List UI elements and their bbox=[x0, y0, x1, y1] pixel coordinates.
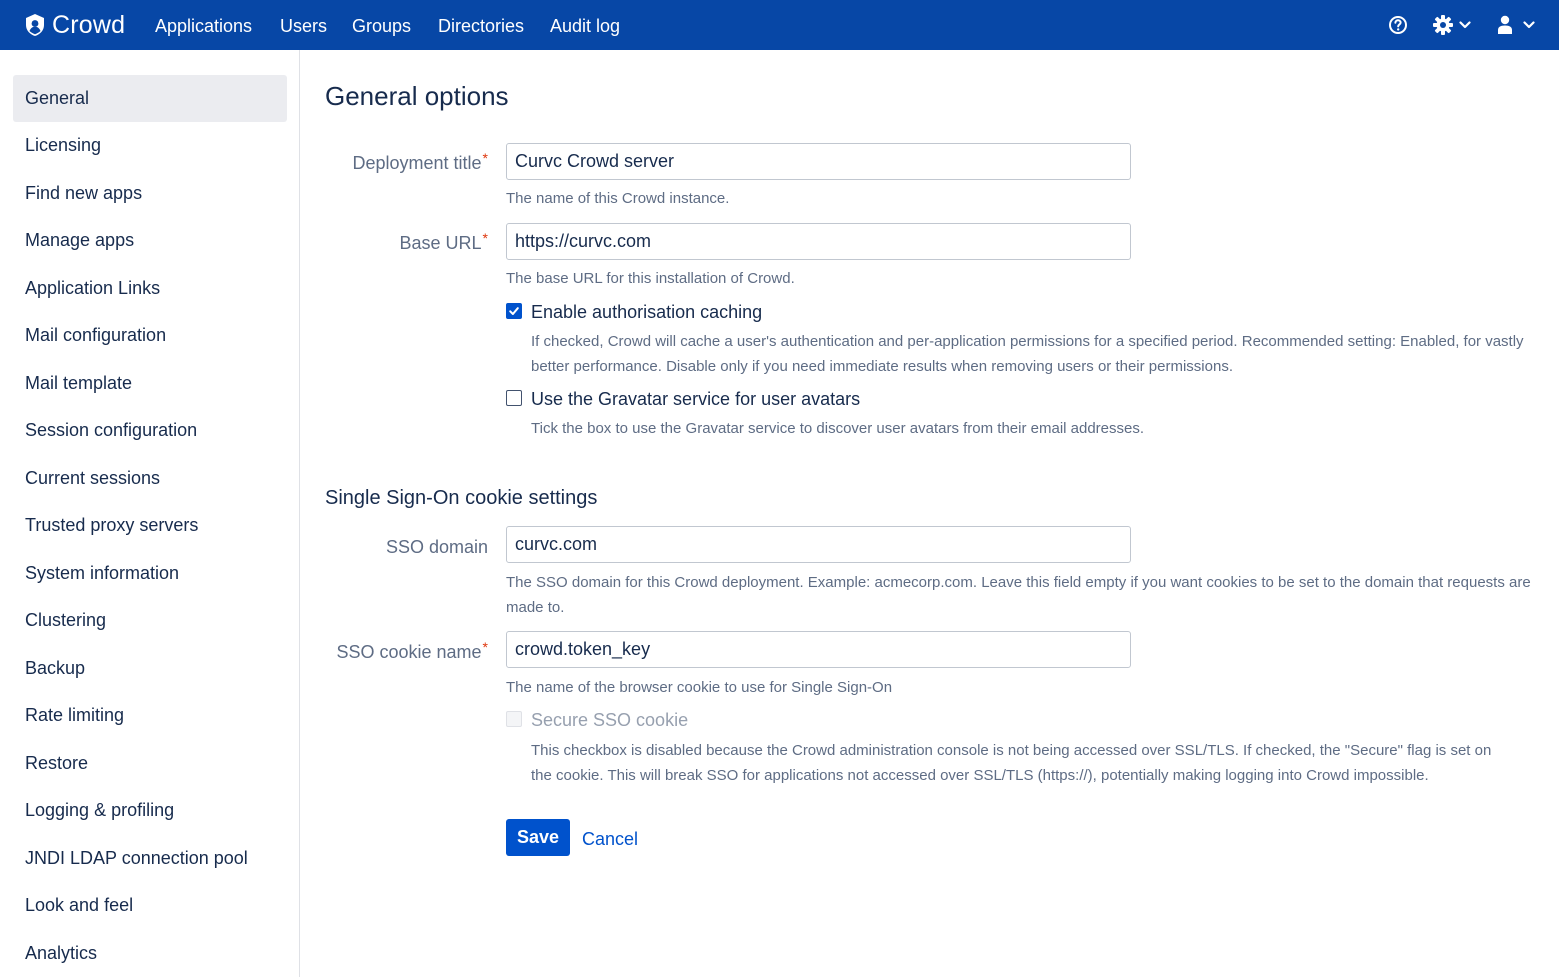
sidebar-item-backup[interactable]: Backup bbox=[25, 658, 86, 678]
sso-domain-help: The SSO domain for this Crowd deployment. Example: acmecorp.com. Leave this field empty if you want cookies to be set to the domain that requests are made to. bbox=[506, 574, 1531, 616]
gear-icon bbox=[1432, 14, 1454, 36]
sidebar-item-rate-limiting[interactable]: Rate limiting bbox=[25, 705, 125, 725]
sidebar-item-mail-template[interactable]: Mail template bbox=[25, 373, 133, 393]
help-button[interactable] bbox=[1388, 13, 1408, 37]
required-marker: * bbox=[482, 230, 488, 246]
deployment-title-help: The name of this Crowd instance. bbox=[506, 190, 730, 207]
sidebar-item-mail-configuration[interactable]: Mail configuration bbox=[25, 325, 167, 345]
sso-cookie-name-label: SSO cookie name* bbox=[336, 639, 488, 662]
sso-section-title: Single Sign-On cookie settings bbox=[325, 487, 598, 509]
sidebar-item-current-sessions[interactable]: Current sessions bbox=[25, 468, 161, 488]
base-url-label: Base URL* bbox=[399, 230, 488, 253]
help-icon bbox=[1388, 15, 1408, 35]
sidebar-item-find-new-apps[interactable]: Find new apps bbox=[25, 183, 143, 203]
base-url-input[interactable] bbox=[506, 223, 1131, 260]
sidebar-item-restore[interactable]: Restore bbox=[25, 753, 89, 773]
sidebar-item-look-and-feel[interactable]: Look and feel bbox=[25, 895, 134, 915]
sso-cookie-name-input[interactable] bbox=[506, 631, 1131, 668]
required-marker: * bbox=[482, 639, 488, 655]
deployment-title-input[interactable] bbox=[506, 143, 1131, 180]
main-content bbox=[300, 50, 1559, 977]
auth-caching-checkbox[interactable] bbox=[506, 303, 522, 319]
sso-cookie-name-help: The name of the browser cookie to use for Single Sign-On bbox=[506, 679, 893, 696]
sidebar-item-session-configuration[interactable]: Session configuration bbox=[25, 420, 198, 440]
sidebar-item-general[interactable]: General bbox=[13, 75, 287, 122]
settings-menu-button[interactable] bbox=[1432, 13, 1471, 37]
user-menu-button[interactable] bbox=[1496, 13, 1535, 37]
save-button[interactable]: Save bbox=[506, 819, 570, 856]
sso-domain-label: SSO domain bbox=[385, 537, 488, 557]
chevron-down-icon bbox=[1459, 21, 1471, 29]
crowd-logo[interactable] bbox=[24, 12, 125, 38]
sidebar-item-trusted-proxy-servers[interactable]: Trusted proxy servers bbox=[25, 515, 199, 535]
chevron-down-icon bbox=[1523, 21, 1535, 29]
nav-directories[interactable]: Directories bbox=[438, 16, 525, 36]
sidebar-item-jndi-ldap-connection-pool[interactable]: JNDI LDAP connection pool bbox=[25, 848, 248, 868]
gravatar-checkbox[interactable] bbox=[506, 390, 522, 406]
nav-audit-log[interactable]: Audit log bbox=[550, 16, 621, 36]
nav-groups[interactable]: Groups bbox=[352, 16, 412, 36]
checkmark-icon bbox=[508, 305, 520, 317]
sidebar-item-application-links[interactable]: Application Links bbox=[25, 278, 161, 298]
nav-users[interactable]: Users bbox=[280, 16, 328, 36]
sidebar-item-logging-profiling[interactable]: Logging & profiling bbox=[25, 800, 175, 820]
deployment-title-label: Deployment title* bbox=[352, 150, 488, 173]
auth-caching-help: If checked, Crowd will cache a user's authentication and per-application permissions for a specified period. Recommended setting: Enabled, for vastly better performance. Disable only if you need immediate results when removing users or their permissions. bbox=[531, 333, 1524, 375]
sidebar-item-licensing[interactable]: Licensing bbox=[25, 135, 102, 155]
page-title: General options bbox=[325, 81, 509, 111]
top-navigation-bar bbox=[0, 0, 1559, 50]
secure-sso-cookie-label: Secure SSO cookie bbox=[531, 710, 689, 730]
sso-domain-input[interactable] bbox=[506, 526, 1131, 563]
required-marker: * bbox=[482, 150, 488, 166]
user-icon bbox=[1496, 14, 1514, 36]
secure-sso-cookie-checkbox bbox=[506, 711, 522, 727]
app-name: Crowd bbox=[52, 11, 126, 39]
sidebar-item-system-information[interactable]: System information bbox=[25, 563, 180, 583]
nav-applications[interactable]: Applications bbox=[155, 16, 253, 36]
sidebar-item-clustering[interactable]: Clustering bbox=[25, 610, 107, 630]
crowd-logo-icon bbox=[24, 13, 46, 37]
cancel-link[interactable]: Cancel bbox=[582, 829, 639, 849]
settings-sidebar bbox=[0, 50, 300, 977]
sidebar-item-analytics[interactable]: Analytics bbox=[25, 943, 98, 963]
gravatar-label[interactable]: Use the Gravatar service for user avatars bbox=[531, 389, 861, 409]
sidebar-item-manage-apps[interactable]: Manage apps bbox=[25, 230, 135, 250]
auth-caching-label[interactable]: Enable authorisation caching bbox=[531, 302, 763, 322]
gravatar-help: Tick the box to use the Gravatar service to discover user avatars from their email addresses. bbox=[531, 420, 1145, 437]
base-url-help: The base URL for this installation of Crowd. bbox=[506, 270, 795, 287]
secure-sso-cookie-help: This checkbox is disabled because the Crowd administration console is not being accessed over SSL/TLS. If checked, the "Secure" flag is set on the cookie. This will break SSO for applications not accessed over SSL/TLS (https://), potentially making logging into Crowd impossible. bbox=[531, 742, 1492, 784]
